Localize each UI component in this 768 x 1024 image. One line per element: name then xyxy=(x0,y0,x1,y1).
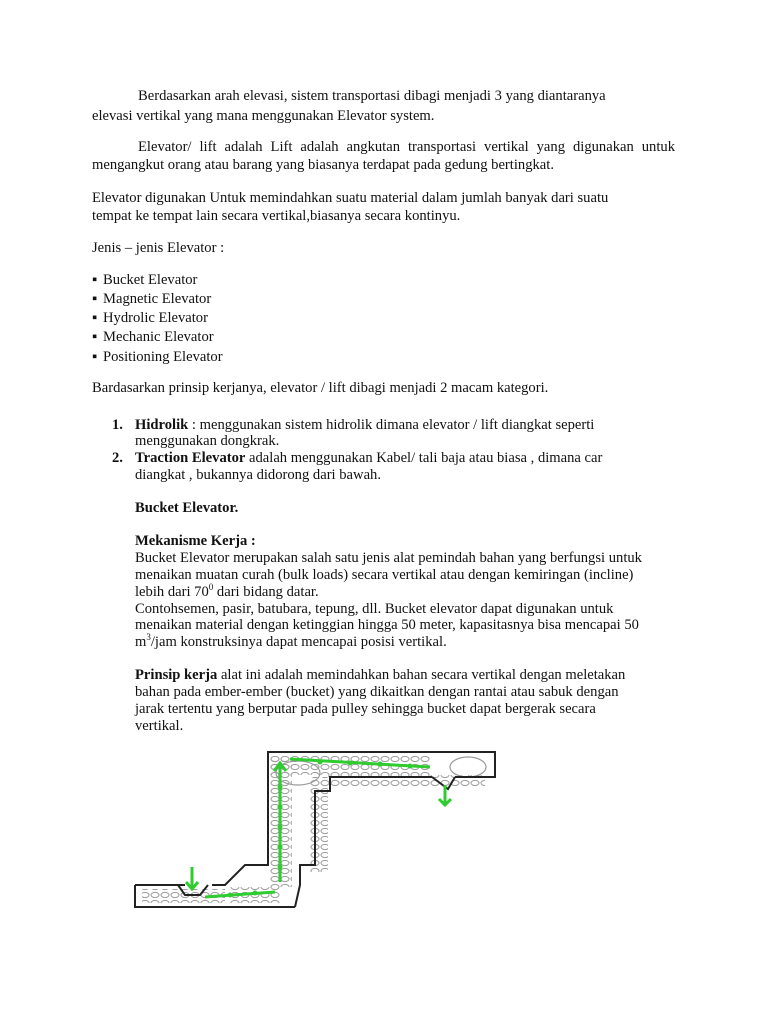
bullet-icon: ▪ xyxy=(92,310,98,326)
bullet-icon: ▪ xyxy=(92,272,98,288)
bucket-elevator-diagram xyxy=(130,747,500,909)
cubic-superscript: 3 xyxy=(146,632,151,643)
mechanism-line-4: Contohsemen, pasir, batubara, tepung, dll. Bucket elevator dapat digunakan untuk xyxy=(135,601,614,617)
principle-label: Prinsip kerja xyxy=(135,667,218,683)
bullet-icon: ▪ xyxy=(92,291,98,307)
principle-line-4: vertikal. xyxy=(135,718,184,734)
paragraph-3-line-2: tempat ke tempat lain secara vertikal,biasanya secara kontinyu. xyxy=(92,208,461,224)
mechanism-line-6: $m^3$/jam konstruksinya dapat mencapai posisi vertikal. xyxy=(135,632,447,650)
paragraph-3-line-1: Elevator digunakan Untuk memindahkan suatu material dalam jumlah banyak dari suatu xyxy=(92,190,609,206)
mechanism-heading: Mekanisme Kerja : xyxy=(135,533,256,549)
mechanism-line-5: menaikan material dengan ketinggian hingga 50 meter, kapasitasnya bisa mencapai 50 xyxy=(135,617,639,633)
section-title: Bucket Elevator. xyxy=(135,500,239,516)
category-label: Traction Elevator xyxy=(135,450,246,466)
list-item-line-1: Hidrolik : menggunakan sistem hidrolik dimana elevator / lift diangkat seperti xyxy=(135,417,595,433)
category-label: Hidrolik xyxy=(135,417,189,433)
mechanism-line-3: lebih dari $70^0$ dari bidang datar. xyxy=(135,582,319,600)
types-heading: Jenis – jenis Elevator : xyxy=(92,240,225,256)
degree-superscript: 0 xyxy=(208,582,214,593)
principle-line-2: bahan pada ember-ember (bucket) yang dikaitkan dengan rantai atau sabuk dengan xyxy=(135,684,619,700)
principle-line-3: jarak tertentu yang berputar pada pulley sehingga bucket dapat bergerak secara xyxy=(135,701,596,717)
list-item-line-1: Traction Elevator adalah menggunakan Kabel/ tali baja atau biasa , dimana car xyxy=(135,450,603,466)
list-item: ▪ Bucket Elevator xyxy=(92,272,198,288)
list-item: ▪ Magnetic Elevator xyxy=(92,291,212,307)
list-item: ▪ Hydrolic Elevator xyxy=(92,310,208,326)
paragraph-2-line-2: mengangkut orang atau barang yang biasanya terdapat pada gedung bertingkat. xyxy=(92,157,554,173)
mechanism-line-2: menaikan muatan curah (bulk loads) secara vertikal atau dengan kemiringan (incline) xyxy=(135,567,634,583)
paragraph-2-line-1: Elevator/ lift adalah Lift adalah angkutan transportasi vertikal yang digunakan untuk xyxy=(138,139,675,155)
list-item: ▪ Mechanic Elevator xyxy=(92,329,214,345)
list-item-line-2: menggunakan dongkrak. xyxy=(135,433,280,449)
list-number: 2. xyxy=(112,450,123,466)
bullet-icon: ▪ xyxy=(92,329,98,345)
list-item: ▪ Positioning Elevator xyxy=(92,349,223,365)
list-number: 1. xyxy=(112,417,123,433)
mechanism-line-1: Bucket Elevator merupakan salah satu jenis alat pemindah bahan yang berfungsi untuk xyxy=(135,550,642,566)
paragraph-1-line-2: elevasi vertikal yang mana menggunakan Elevator system. xyxy=(92,108,435,124)
bullet-icon: ▪ xyxy=(92,349,98,365)
categories-intro: Bardasarkan prinsip kerjanya, elevator / lift dibagi menjadi 2 macam kategori. xyxy=(92,380,549,396)
principle-line-1: Prinsip kerja alat ini adalah memindahkan bahan secara vertikal dengan meletakan xyxy=(135,667,626,683)
paragraph-1-line-1: Berdasarkan arah elevasi, sistem transportasi dibagi menjadi 3 yang diantaranya xyxy=(138,88,606,104)
list-item-line-2: diangkat , bukannya didorong dari bawah. xyxy=(135,467,381,483)
